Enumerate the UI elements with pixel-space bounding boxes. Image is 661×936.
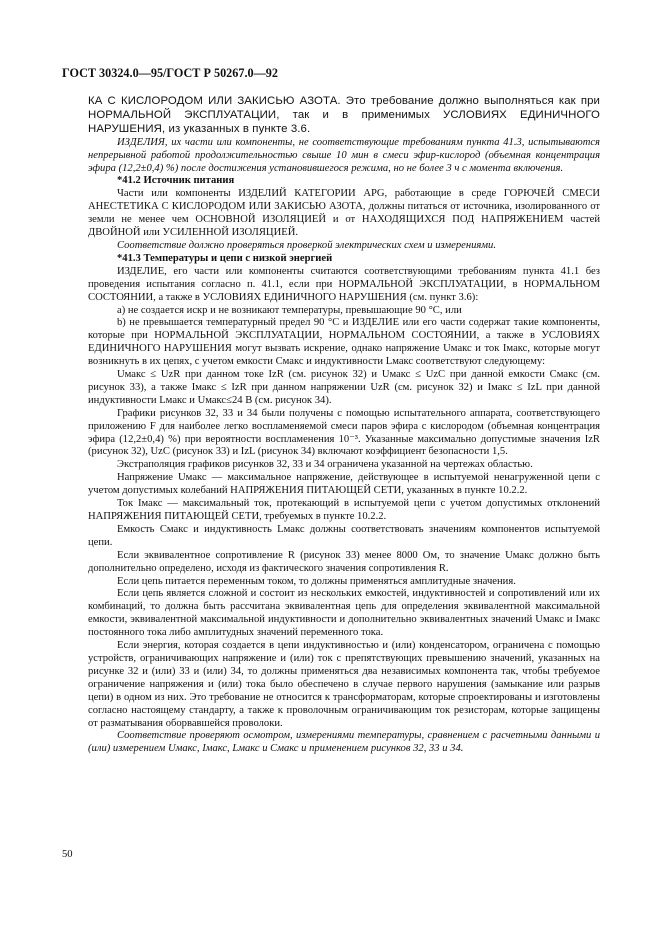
page-number: 50 — [62, 849, 73, 860]
paragraph-continuation — [88, 95, 600, 137]
section-heading-41-3: *41.3 Температуры и цепи с низкой энергией — [117, 252, 333, 264]
paragraph-compliance-2: Соответствие проверяют осмотром, измерениями температуры, сравнением с расчетными данными и (или) измерением Uмакс, Iмакс, Lмакс и Смакс и применением рисунков 32, 33 и 34. — [88, 730, 600, 755]
paragraph-italic-test: ИЗДЕЛИЯ, их части или компоненты, не соответствующие требованиям пункта 41.3, испытываются непрерывной работой продолжительностью свыше 10 мин в смеси эфир-кислород (объемная концентрация эфира (12,2±0,4) %) после достижения установившегося режима, но не более 3 ч с момента включения. — [88, 136, 600, 174]
list-item-b: b) не превышается температурный предел 90 °С и ИЗДЕЛИЕ или его части содержат такие компоненты, которые при НОРМАЛЬНОЙ ЭКСПЛУАТАЦИИ, НОРМАЛЬНОМ СОСТОЯНИИ, а также в УСЛОВИЯХ ЕДИНИЧНОГО НАРУШЕНИЯ могут вызвать искрение, однако напряжение Uмакс и ток Iмакс, которые могут возникнуть в их цепях, с учетом емкости Смакс и индуктивности Lмакс соответствуют следующему: — [88, 317, 600, 368]
document-body — [88, 95, 600, 756]
paragraph-extrapolation: Экстраполяция графиков рисунков 32, 33 и 34 ограничена указанной на чертежах областью. — [117, 459, 533, 471]
list-item-a: а) не создается искр и не возникают температуры, превышающие 90 °С, или — [117, 304, 462, 316]
paragraph-device: ИЗДЕЛИЕ, его части или компоненты считаются соответствующими требованиям пункта 41.1 без проведения испытания согласно п. 41.1, если при НОРМАЛЬНОЙ ЭКСПЛУАТАЦИИ, в НОРМАЛЬНОМ СОСТОЯНИИ, а также в УСЛОВИЯХ ЕДИНИЧНОГО НАРУШЕНИЯ (см. пункт 3.6): — [88, 265, 600, 303]
paragraph-graphs: Графики рисунков 32, 33 и 34 были получены с помощью испытательного аппарата, соответствующего приложению F для наиболее легко воспламеняемой смеси паров эфира с кислородом (объемная концентрация эфира (12,2±0,4) %) при вероятности воспламенения 10⁻³. Указанные максимально допустимые значения IzR (рисунок 32), UzC (рисунок 33) и IzL (рисунок 34) включают коэффициент безопасности 1,5. — [88, 407, 600, 458]
paragraph-resistance: Если эквивалентное сопротивление R (рисунок 33) менее 8000 Ом, то значение Uмакс должно быть дополнительно определено, исходя из фактического значения сопротивления R. — [88, 549, 600, 574]
paragraph-power-source: Части или компоненты ИЗДЕЛИЙ КАТЕГОРИИ APG, работающие в среде ГОРЮЧЕЙ СМЕСИ АНЕСТЕТИКА С КИСЛОРОДОМ ИЛИ ЗАКИСЬЮ АЗОТА, должны питаться от источника, изолированного от земли не менее чем ОСНОВНОЙ ИЗОЛЯЦИЕЙ и от НАХОДЯЩИХСЯ ПОД НАПРЯЖЕНИЕМ частей ДВОЙНОЙ или УСИЛЕННОЙ ИЗОЛЯЦИЕЙ. — [88, 188, 600, 239]
paragraph-conditions: Uмакс ≤ UzR при данном токе IzR (см. рисунок 32) и Uмакс ≤ UzC при данной емкости Смакс (см. рисунок 33), а также Iмакс ≤ IzR при данном напряжении UzR (см. рисунок 32) и Iмакс ≤ IzL при данной индуктивности Lмакс и Uмакс≤24 В (см. рисунок 34). — [88, 369, 600, 406]
section-heading-41-2: *41.2 Источник питания — [117, 175, 235, 187]
paragraph-voltage: Напряжение Uмакс — максимальное напряжение, действующее в испытуемой ненагруженной цепи с учетом допустимых колебаний НАПРЯЖЕНИЯ ПИТАЮЩЕЙ СЕТИ, указанных в пункте 10.2.2. — [88, 472, 600, 497]
paragraph-compliance-1: Соответствие должно проверяться проверкой электрических схем и измерениями. — [117, 239, 496, 251]
paragraph-ac: Если цепь питается переменным током, то должны применяться амплитудные значения. — [117, 575, 516, 587]
paragraph-current: Ток Iмакс — максимальный ток, протекающий в испытуемой цепи с учетом допустимых отклонений НАПРЯЖЕНИЯ ПИТАЮЩЕЙ СЕТИ, требуемых в пункте 10.2.2. — [88, 498, 600, 522]
paragraph-capacitance: Емкость Смакс и индуктивность Lмакс должны соответствовать значениям компонентов испытуемой цепи. — [88, 523, 600, 548]
paragraph-complex-circuit: Если цепь является сложной и состоит из нескольких емкостей, индуктивностей и сопротивлений или их комбинаций, то должна быть рассчитана эквивалентная цепь для определения эквивалентной максимальной емкости, эквивалентной максимальной индуктивности и дополнительно эквивалентных значений Uмакс и Iмакс постоянного тока либо амплитудных значений переменного тока. — [88, 588, 600, 639]
p0-text: КА С КИСЛОРОДОМ ИЛИ ЗАКИСЬЮ АЗОТА. Это требование должно выполняться как при НОРМАЛЬНОЙ ЭКСПЛУАТАЦИИ, так и в применимых УСЛОВИЯХ ЕДИНИЧНОГО НАРУШЕНИЯ, из указанных в пункте 3.6. — [88, 95, 600, 135]
paragraph-energy-limit: Если энергия, которая создается в цепи индуктивностью и (или) конденсатором, ограничена с помощью устройств, ограничивающих напряжение и (или) ток с препятствующих превышению значений, указанных на рисунке 32 и (или) 33 и (или) 34, то должны применяться два независимых компонента так, чтобы требуемое ограничение напряжения и (или) тока было обеспечено в случае первого нарушения (замыкание или разрыв цепи) в одном из них. Это требование не относится к трансформаторам, которые спроектированы и изготовлены согласно настоящему стандарту, а также к проволочным ограничивающим ток резисторам, которые защищены от разматывания оборвавшейся проволоки. — [88, 640, 600, 729]
page-header: ГОСТ 30324.0—95/ГОСТ Р 50267.0—92 — [62, 66, 278, 80]
